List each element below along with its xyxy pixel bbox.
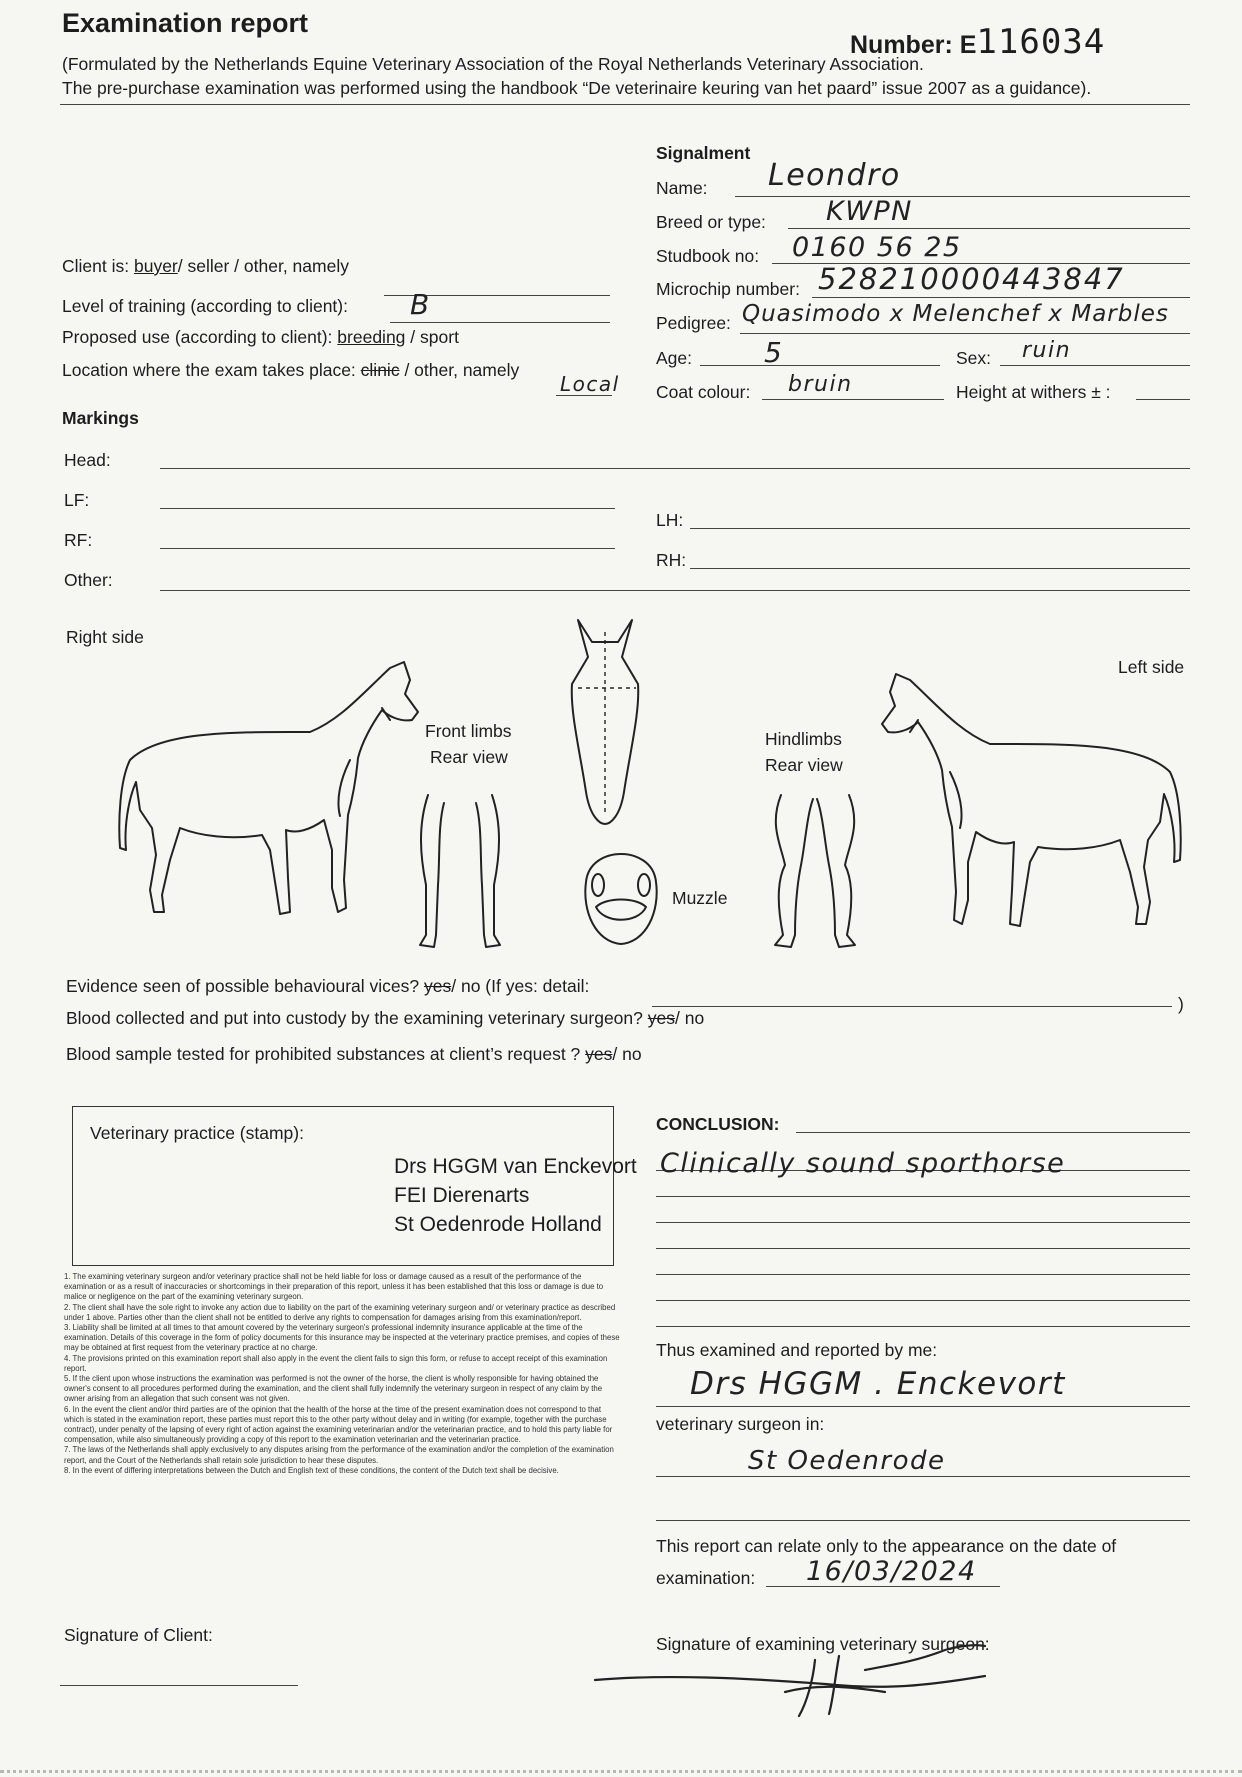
hind-limbs-label: Hindlimbs [765, 729, 842, 749]
markings-lh-label: LH: [656, 510, 684, 530]
signalment-heading: Signalment [656, 143, 751, 163]
use-prefix: Proposed use (according to client): [62, 327, 333, 347]
training-label: Level of training (according to client): [62, 296, 348, 316]
proposed-use [62, 327, 459, 348]
header-line-2: The pre-purchase examination was performed using the handbook “De veterinaire keuring van het paard” issue 2007 as a guidance). [62, 78, 1092, 98]
studbook-value[interactable]: 0160 56 25 [792, 232, 962, 263]
client-prefix: Client is: [62, 256, 130, 276]
terms-fine-print [64, 1272, 620, 1476]
hind-limbs-drawing [765, 785, 865, 955]
stamp-line-3: St Oedenrode Holland [394, 1213, 602, 1236]
markings-other-label: Other: [64, 570, 113, 590]
report-title: Examination report [62, 8, 309, 38]
conclusion-value[interactable]: Clinically sound sporthorse [660, 1148, 1066, 1179]
muzzle-label: Muzzle [672, 888, 728, 908]
markings-head-label: Head: [64, 450, 111, 470]
front-limbs-label: Front limbs [425, 721, 512, 741]
conclusion-line-4 [656, 1248, 1190, 1249]
age-value[interactable]: 5 [764, 336, 784, 369]
term-7: 7. The laws of the Netherlands shall apply exclusively to any disputes arising from the performance of the examination and/or the completion of the examination report, and the Court of the Netherlands shall retain sole jurisdiction to hear these disputes. [64, 1445, 614, 1465]
markings-rh-label: RH: [656, 550, 687, 570]
vet-signature-scribble[interactable] [585, 1640, 1045, 1720]
term-6: 6. In the event the client and/or third parties are of the opinion that the health of the horse at the time of the present examination does not correspond to that which is stated in the examination report, these parties must report this to the other party without delay and in writing (for example, together with the purchase contract), under penalty of the lapsing of every right of action against the examining veterinarian and/or the veterinarian practice, and to hold this party liable for compensation, while also simultaneously providing a copy of this report to the examination veterinarian and the veterinarian practice. [64, 1404, 613, 1445]
number-value: 116034 [976, 22, 1106, 62]
horse-left-side-drawing [870, 662, 1200, 962]
header-line-1: (Formulated by the Netherlands Equine Veterinary Association of the Royal Netherlands Veterinary Association. [62, 54, 924, 74]
left-side-label: Left side [1118, 657, 1185, 677]
tested-question [66, 1044, 642, 1065]
client-rest: / seller / other, namely [177, 256, 349, 276]
term-1: 1. The examining veterinary surgeon and/or veterinary practice shall not be held liable for loss or damage caused as a result of the performance of the examination or as a result of inaccuracies or shortcomings in their preparation of this report, unless it has been established that this loss or damage is due to malice or negligence on the part of the examining veterinary surgeon. [64, 1272, 604, 1302]
hind-limbs-view: Rear view [765, 755, 843, 775]
markings-other-line[interactable] [160, 590, 1190, 591]
conclusion-label: CONCLUSION: [656, 1114, 780, 1134]
coat-value[interactable]: bruin [788, 372, 853, 397]
header-rule [60, 104, 1190, 105]
vices-close: ) [1178, 994, 1184, 1014]
vet-signature-label: Signature of examining veterinary surgeon: [656, 1634, 990, 1654]
microchip-label: Microchip number: [656, 279, 800, 299]
sex-value[interactable]: ruin [1022, 338, 1072, 363]
location-rest: / other, namely [404, 360, 520, 380]
scan-edge [0, 1770, 1242, 1773]
coat-line [762, 399, 944, 400]
reported-line [656, 1406, 1190, 1407]
examination-label: examination: [656, 1568, 756, 1588]
markings-lh-line[interactable] [690, 528, 1190, 529]
blood-yes: yes [647, 1008, 675, 1028]
conclusion-line-7 [656, 1326, 1190, 1327]
appearance-note: This report can relate only to the appearance on the date of [656, 1536, 1117, 1556]
term-8: 8. In the event of differing interpretations between the Dutch and English text of these conditions, the content of the Dutch text shall be decisive. [64, 1465, 559, 1475]
surgeon-in-line-2 [656, 1520, 1190, 1521]
tested-post: / no [612, 1044, 642, 1064]
vices-post: / no (If yes: detail: [451, 976, 590, 996]
term-4: 4. The provisions printed on this examination report shall also apply in the event the client fails to sign this form, or refuse to accept receipt of this examination report. [64, 1353, 608, 1373]
head-front-drawing [560, 612, 650, 832]
markings-rf-label: RF: [64, 530, 93, 550]
breed-label: Breed or type: [656, 212, 766, 232]
name-line [735, 196, 1190, 197]
markings-lf-label: LF: [64, 490, 90, 510]
conclusion-line-0 [796, 1132, 1190, 1133]
studbook-label: Studbook no: [656, 246, 760, 266]
breed-line [788, 228, 1190, 229]
age-line [700, 365, 940, 366]
front-limbs-drawing [410, 785, 510, 955]
client-signature-label: Signature of Client: [64, 1625, 213, 1645]
location-clinic: clinic [360, 360, 400, 380]
term-2: 2. The client shall have the sole right to invoke any action due to liability on the part of the examining veterinary surgeon and/ or veterinary practice as described under 1 above. Parties other than the client shall not be entitled to derive any rights to compensation for damages arising from this examination/report. [64, 1302, 616, 1322]
markings-rh-line[interactable] [690, 568, 1190, 569]
sex-label: Sex: [956, 348, 992, 368]
markings-lf-line[interactable] [160, 508, 615, 509]
term-3: 3. Liability shall be limited at all times to that amount covered by the veterinary surgeon's professional indemnity insurance applicable at the time of the examination. Details of this coverage in the form of policy documents for this insurance may be inspected at the veterinary practice premises, and copies of these may be obtained at first request from the veterinary practice at no charge. [64, 1323, 620, 1353]
use-rest: / sport [410, 327, 459, 347]
training-value[interactable]: B [410, 288, 431, 321]
examination-date[interactable]: 16/03/2024 [806, 1556, 977, 1587]
stamp-text [394, 1152, 637, 1239]
height-line [1136, 399, 1190, 400]
reported-value[interactable]: Drs HGGM . Enckevort [690, 1366, 1066, 1402]
vices-yes: yes [424, 976, 452, 996]
vices-detail-line[interactable] [652, 1006, 1172, 1007]
client-is [62, 256, 349, 277]
markings-head-line[interactable] [160, 468, 1190, 469]
name-label: Name: [656, 178, 708, 198]
client-buyer: buyer [133, 256, 178, 276]
muzzle-drawing [576, 852, 666, 952]
markings-heading: Markings [62, 408, 139, 428]
right-side-label: Right side [66, 627, 144, 647]
tested-pre: Blood sample tested for prohibited substances at client’s request ? [66, 1044, 581, 1064]
training-line [390, 322, 610, 323]
tested-yes: yes [585, 1044, 613, 1064]
coat-label: Coat colour: [656, 382, 751, 402]
age-label: Age: [656, 348, 692, 368]
reported-label: Thus examined and reported by me: [656, 1340, 938, 1360]
surgeon-in-label: veterinary surgeon in: [656, 1414, 825, 1434]
markings-rf-line[interactable] [160, 548, 615, 549]
location-prefix: Location where the exam takes place: [62, 360, 356, 380]
front-limbs-view: Rear view [430, 747, 508, 767]
height-label: Height at withers ± : [956, 382, 1111, 402]
pedigree-label: Pedigree: [656, 313, 731, 333]
location-value[interactable]: Local [560, 372, 620, 396]
vices-question [66, 976, 589, 997]
blood-post: / no [675, 1008, 705, 1028]
client-signature-line[interactable] [60, 1685, 298, 1686]
surgeon-in-line [656, 1476, 1190, 1477]
stamp-line-2: FEI Dierenarts [394, 1184, 530, 1207]
location [62, 360, 519, 381]
term-5: 5. If the client upon whose instructions the examination was performed is not the owner of the horse, the client is wholly responsible for having obtained the owner's consent to all procedures performed during the examination, and the client shall fully indemnify the veterinary surgeon in respect of any claim by the owner arising from an allegation that such consent was not given. [64, 1374, 603, 1404]
microchip-line [812, 297, 1190, 298]
conclusion-line-3 [656, 1222, 1190, 1223]
sex-line [1000, 365, 1190, 366]
number-label: Number: E [850, 31, 977, 59]
vices-pre: Evidence seen of possible behavioural vices? [66, 976, 420, 996]
use-breeding: breeding [337, 327, 406, 347]
conclusion-line-2 [656, 1196, 1190, 1197]
pedigree-line [740, 333, 1190, 334]
conclusion-line-6 [656, 1300, 1190, 1301]
surgeon-in-value[interactable]: St Oedenrode [748, 1446, 946, 1476]
blood-question [66, 1008, 704, 1029]
stamp-line-1: Drs HGGM van Enckevort [394, 1155, 637, 1178]
conclusion-line-5 [656, 1274, 1190, 1275]
pedigree-value[interactable]: Quasimodo x Melenchef x Marbles [742, 301, 1169, 327]
breed-value[interactable]: KWPN [826, 196, 913, 227]
blood-pre: Blood collected and put into custody by the examining veterinary surgeon? [66, 1008, 643, 1028]
name-value[interactable]: Leondro [768, 158, 901, 193]
stamp-label: Veterinary practice (stamp): [90, 1123, 304, 1143]
microchip-value[interactable]: 528210000443847 [818, 262, 1125, 296]
horse-right-side-drawing [100, 650, 420, 950]
